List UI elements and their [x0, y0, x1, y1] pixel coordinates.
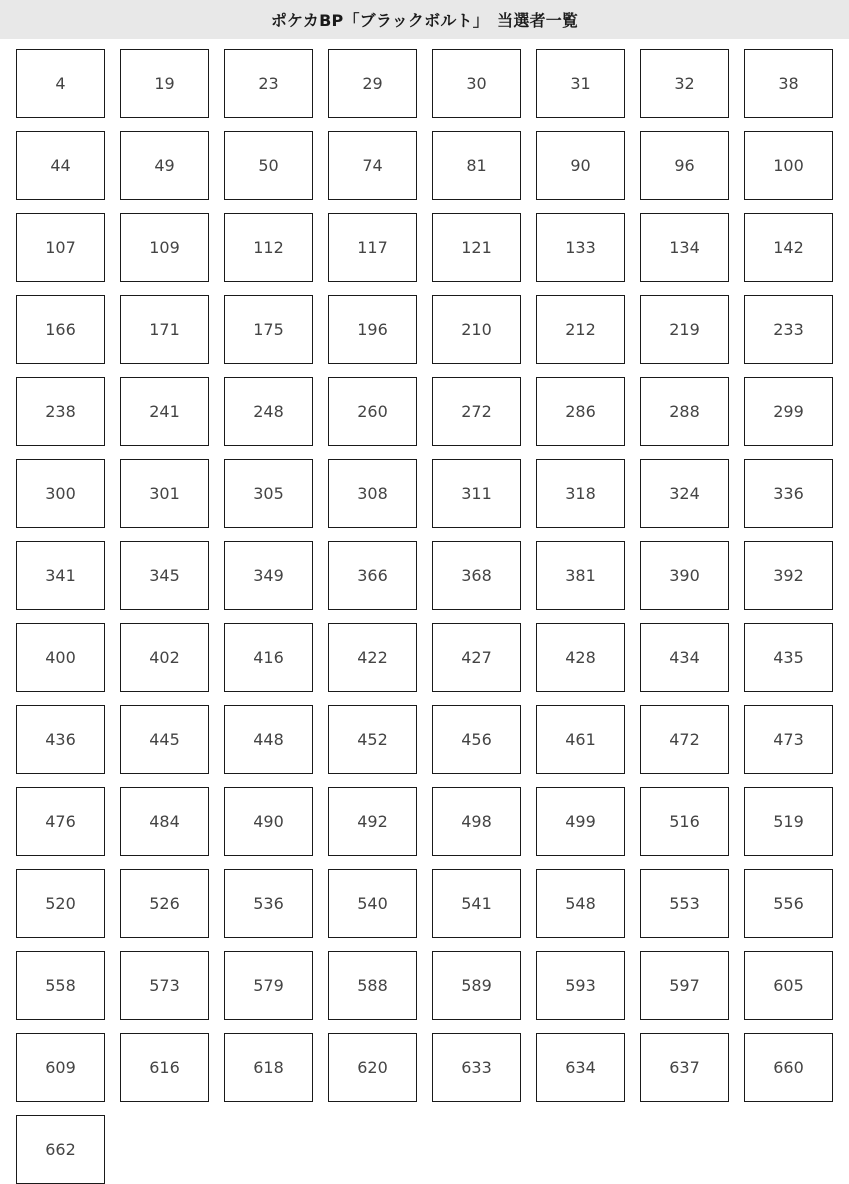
winner-number: 618	[253, 1058, 284, 1077]
winner-number: 100	[773, 156, 804, 175]
winner-cell	[328, 541, 417, 610]
winner-cell	[16, 213, 105, 282]
winner-number: 112	[253, 238, 284, 257]
winner-number: 492	[357, 812, 388, 831]
winner-number: 19	[154, 74, 175, 93]
winner-number: 516	[669, 812, 700, 831]
winner-number: 381	[565, 566, 596, 585]
winner-cell	[328, 131, 417, 200]
winner-cell	[536, 787, 625, 856]
winner-number: 589	[461, 976, 492, 995]
winner-number: 308	[357, 484, 388, 503]
winner-cell	[744, 213, 833, 282]
winner-cell	[640, 1033, 729, 1102]
winner-cell	[536, 541, 625, 610]
winner-cell	[328, 951, 417, 1020]
winner-number: 142	[773, 238, 804, 257]
winner-cell	[224, 951, 313, 1020]
winner-number: 445	[149, 730, 180, 749]
winner-cell	[640, 869, 729, 938]
winner-cell	[536, 705, 625, 774]
winner-number: 288	[669, 402, 700, 421]
winner-cell	[536, 623, 625, 692]
winner-number: 660	[773, 1058, 804, 1077]
winner-cell	[224, 459, 313, 528]
winner-cell	[432, 541, 521, 610]
winner-cell	[744, 459, 833, 528]
winner-cell	[744, 49, 833, 118]
winner-cell	[432, 705, 521, 774]
winner-cell	[328, 377, 417, 446]
winner-cell	[640, 623, 729, 692]
winner-cell	[120, 49, 209, 118]
winner-number: 490	[253, 812, 284, 831]
winner-cell	[432, 213, 521, 282]
winner-cell	[224, 787, 313, 856]
winner-cell	[744, 705, 833, 774]
winner-number: 366	[357, 566, 388, 585]
winner-cell	[120, 213, 209, 282]
winner-number: 311	[461, 484, 492, 503]
winner-cell	[224, 131, 313, 200]
winner-cell	[16, 623, 105, 692]
winner-number: 50	[258, 156, 279, 175]
winner-cell	[120, 623, 209, 692]
winner-number: 436	[45, 730, 76, 749]
winner-number: 392	[773, 566, 804, 585]
winner-cell	[432, 787, 521, 856]
winner-number: 324	[669, 484, 700, 503]
winner-number: 196	[357, 320, 388, 339]
winner-cell	[328, 459, 417, 528]
winner-number: 579	[253, 976, 284, 995]
winner-cell	[16, 459, 105, 528]
winner-cell	[224, 49, 313, 118]
winner-cell	[432, 869, 521, 938]
winner-number: 4	[55, 74, 66, 93]
winner-number: 634	[565, 1058, 596, 1077]
winner-number: 461	[565, 730, 596, 749]
winner-cell	[640, 787, 729, 856]
winner-number: 117	[357, 238, 388, 257]
winner-cell	[536, 377, 625, 446]
winner-cell	[744, 541, 833, 610]
winner-cell	[120, 951, 209, 1020]
winner-number: 336	[773, 484, 804, 503]
winner-number: 219	[669, 320, 700, 339]
winner-cell	[16, 951, 105, 1020]
winner-cell	[120, 705, 209, 774]
winner-number: 427	[461, 648, 492, 667]
winner-number: 74	[362, 156, 383, 175]
winner-cell	[640, 951, 729, 1020]
winner-number: 456	[461, 730, 492, 749]
winner-cell	[224, 377, 313, 446]
title-bar	[0, 0, 849, 39]
winner-number: 49	[154, 156, 175, 175]
winner-number: 526	[149, 894, 180, 913]
winner-cell	[744, 1033, 833, 1102]
winner-number: 416	[253, 648, 284, 667]
winner-number: 484	[149, 812, 180, 831]
winner-cell	[120, 377, 209, 446]
winner-number: 31	[570, 74, 591, 93]
winner-cell	[120, 131, 209, 200]
winner-number: 301	[149, 484, 180, 503]
page-title: ポケカBP「ブラックボルト」 当選者一覧	[270, 11, 579, 30]
winner-cell	[224, 213, 313, 282]
winner-number: 536	[253, 894, 284, 913]
winner-cell	[16, 295, 105, 364]
winner-number: 241	[149, 402, 180, 421]
winner-number: 573	[149, 976, 180, 995]
winner-number: 272	[461, 402, 492, 421]
winner-cell	[744, 623, 833, 692]
winner-cell	[328, 705, 417, 774]
winner-cell	[744, 295, 833, 364]
winner-number: 299	[773, 402, 804, 421]
winner-number: 435	[773, 648, 804, 667]
winner-number: 210	[461, 320, 492, 339]
winner-cell	[224, 623, 313, 692]
winner-number: 637	[669, 1058, 700, 1077]
winner-cell	[536, 1033, 625, 1102]
winner-cell	[16, 705, 105, 774]
winner-number: 540	[357, 894, 388, 913]
winner-number: 349	[253, 566, 284, 585]
winner-number: 133	[565, 238, 596, 257]
winner-cell	[536, 49, 625, 118]
winner-cell	[16, 1115, 105, 1184]
winner-cell	[224, 869, 313, 938]
winner-number: 305	[253, 484, 284, 503]
winner-number: 212	[565, 320, 596, 339]
winner-number: 248	[253, 402, 284, 421]
winner-cell	[536, 295, 625, 364]
winner-number: 472	[669, 730, 700, 749]
winner-number: 44	[50, 156, 71, 175]
winner-number: 434	[669, 648, 700, 667]
winner-cell	[120, 459, 209, 528]
winner-number: 166	[45, 320, 76, 339]
winner-number: 593	[565, 976, 596, 995]
winner-cell	[328, 295, 417, 364]
winner-cell	[120, 541, 209, 610]
winner-cell	[744, 951, 833, 1020]
winner-number: 498	[461, 812, 492, 831]
winner-cell	[640, 459, 729, 528]
winner-number: 171	[149, 320, 180, 339]
winner-number: 109	[149, 238, 180, 257]
winner-number: 588	[357, 976, 388, 995]
winner-number: 38	[778, 74, 799, 93]
winner-cell	[536, 869, 625, 938]
winner-cell	[432, 1033, 521, 1102]
winner-cell	[640, 377, 729, 446]
winner-number: 558	[45, 976, 76, 995]
winner-number: 452	[357, 730, 388, 749]
winner-number: 345	[149, 566, 180, 585]
winner-number: 519	[773, 812, 804, 831]
winner-cell	[536, 459, 625, 528]
winner-cell	[16, 131, 105, 200]
winner-number: 390	[669, 566, 700, 585]
winner-number: 81	[466, 156, 487, 175]
winner-cell	[328, 787, 417, 856]
winner-cell	[328, 1033, 417, 1102]
winner-cell	[16, 377, 105, 446]
winner-cell	[432, 295, 521, 364]
winner-number: 476	[45, 812, 76, 831]
winner-number: 238	[45, 402, 76, 421]
winner-number: 609	[45, 1058, 76, 1077]
winner-number: 260	[357, 402, 388, 421]
winner-cell	[744, 869, 833, 938]
winner-number: 341	[45, 566, 76, 585]
winner-cell	[640, 213, 729, 282]
winner-cell	[640, 541, 729, 610]
winner-number: 30	[466, 74, 487, 93]
winner-number: 368	[461, 566, 492, 585]
winner-number: 428	[565, 648, 596, 667]
winner-number: 499	[565, 812, 596, 831]
winner-number: 32	[674, 74, 695, 93]
winner-cell	[640, 131, 729, 200]
winner-cell	[120, 295, 209, 364]
winner-cell	[744, 787, 833, 856]
winner-cell	[328, 623, 417, 692]
winner-number: 448	[253, 730, 284, 749]
winner-number: 107	[45, 238, 76, 257]
winner-cell	[744, 377, 833, 446]
winner-number: 620	[357, 1058, 388, 1077]
winner-number-grid	[16, 49, 833, 1184]
winner-cell	[432, 951, 521, 1020]
winner-number: 541	[461, 894, 492, 913]
winner-cell	[328, 49, 417, 118]
winner-number: 29	[362, 74, 383, 93]
winner-cell	[16, 49, 105, 118]
winner-number: 553	[669, 894, 700, 913]
winner-cell	[120, 1033, 209, 1102]
winner-number: 520	[45, 894, 76, 913]
winner-number: 400	[45, 648, 76, 667]
winner-cell	[120, 869, 209, 938]
winner-number: 548	[565, 894, 596, 913]
winner-number: 473	[773, 730, 804, 749]
winner-cell	[432, 131, 521, 200]
winner-cell	[536, 951, 625, 1020]
winner-cell	[224, 705, 313, 774]
winner-cell	[640, 705, 729, 774]
winner-cell	[744, 131, 833, 200]
winner-number: 23	[258, 74, 279, 93]
winner-cell	[640, 295, 729, 364]
winner-cell	[16, 787, 105, 856]
winner-number: 662	[45, 1140, 76, 1159]
winner-number: 318	[565, 484, 596, 503]
winner-cell	[328, 213, 417, 282]
winner-number: 597	[669, 976, 700, 995]
winner-cell	[120, 787, 209, 856]
winner-cell	[536, 213, 625, 282]
winner-number: 121	[461, 238, 492, 257]
winner-number: 175	[253, 320, 284, 339]
winner-cell	[224, 1033, 313, 1102]
winner-number: 90	[570, 156, 591, 175]
winner-number: 286	[565, 402, 596, 421]
winner-number: 96	[674, 156, 695, 175]
winner-number: 605	[773, 976, 804, 995]
winner-cell	[16, 541, 105, 610]
winner-cell	[432, 459, 521, 528]
winner-cell	[536, 131, 625, 200]
winner-cell	[640, 49, 729, 118]
winner-number: 233	[773, 320, 804, 339]
winner-number: 134	[669, 238, 700, 257]
winner-number: 422	[357, 648, 388, 667]
winner-number: 556	[773, 894, 804, 913]
winner-number: 616	[149, 1058, 180, 1077]
winner-cell	[328, 869, 417, 938]
winner-cell	[16, 1033, 105, 1102]
winner-number: 633	[461, 1058, 492, 1077]
winner-cell	[432, 623, 521, 692]
winner-cell	[432, 49, 521, 118]
winner-number: 402	[149, 648, 180, 667]
winner-number: 300	[45, 484, 76, 503]
winner-cell	[432, 377, 521, 446]
winner-cell	[224, 295, 313, 364]
winner-cell	[16, 869, 105, 938]
winner-cell	[224, 541, 313, 610]
